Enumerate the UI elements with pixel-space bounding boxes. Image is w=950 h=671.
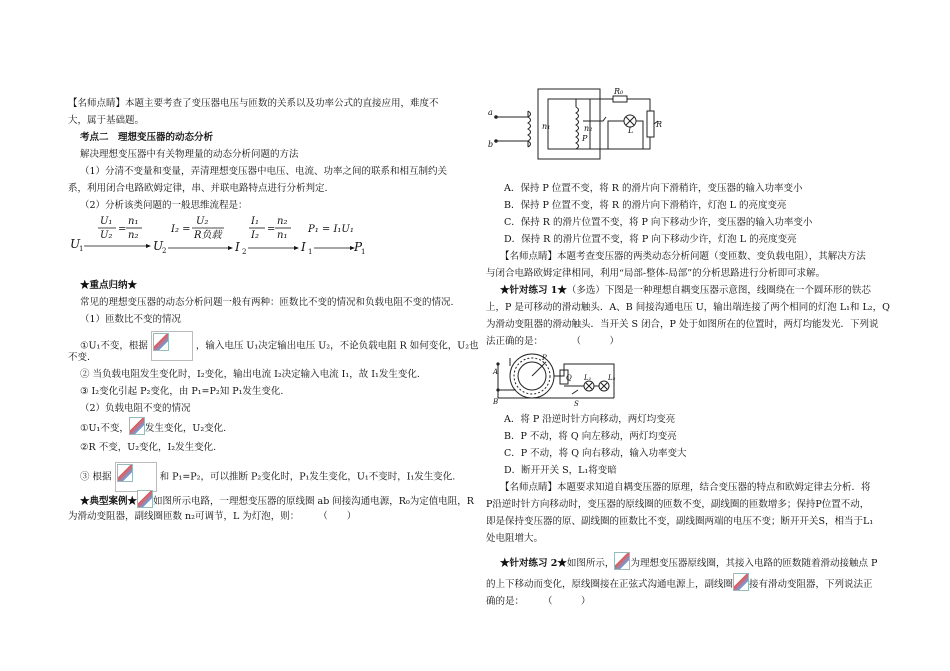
flow-frac3-num: I₁: [251, 216, 259, 227]
text-line: 不变.: [68, 352, 91, 363]
text-line: 法正确的是： （ ）: [486, 336, 620, 347]
text-line: ② 当负载电阻发生变化时，I₂变化，输出电流 I₂决定输入电流 I₁，故 I₁发生变化.: [80, 369, 420, 380]
text-line: ★典型案例★ 如图所示电路，一理想变压器的原线圈 ab 间接沟通电源，R₀为定值电阻，R: [80, 490, 466, 510]
svg-text:Q: Q: [566, 374, 572, 382]
svg-text:a: a: [488, 108, 493, 117]
option-a: A．将 P 沿逆时针方向移动，两灯均变亮: [504, 414, 676, 425]
svg-text:1: 1: [308, 248, 313, 256]
svg-text:n₁: n₁: [542, 122, 551, 131]
svg-text:B: B: [493, 398, 499, 406]
svg-text:R负载: R负载: [194, 230, 222, 241]
text-line: 为滑动变阻器，副线圈匝数 n₂可调节，L 为灯泡，则： （ ）: [68, 511, 357, 522]
text-line: 【名师点睛】本题要求知道自耦变压器的原理，结合变压器的特点和欧姆定律去分析．将: [500, 482, 871, 493]
option-d: D．断开开关 S，L₁将变暗: [504, 465, 617, 476]
text-line: （1）分清不变量和变量，弄清理想变压器中电压、电流、功率之间的联系和相互制约关: [80, 166, 448, 177]
svg-text:1: 1: [79, 245, 84, 253]
svg-text:I₂: I₂: [251, 230, 259, 241]
flow-i1: I: [301, 240, 306, 254]
svg-text:U₂: U₂: [100, 230, 113, 241]
broken-image-icon: [117, 464, 133, 482]
transformer-circuit-figure: [488, 85, 668, 170]
text-line: 上，P 是可移动的滑动触头．A、B 间接沟通电压 U，输出端连接了两个相同的灯泡 L₁和 L₂，Q: [486, 302, 890, 313]
text-line: 为滑动变阻器的滑动触头．当开关 S 闭合，P 处于如图所在的位置时，两灯均能发光．下列说: [486, 319, 879, 330]
option-b: B．P 不动，将 Q 向左移动，两灯均变亮: [504, 431, 677, 442]
autotransformer-circuit-figure: [494, 350, 624, 408]
flow-frac2-lhs: I₂ =: [171, 224, 191, 235]
text-line: 大，属于基础题。: [68, 115, 145, 126]
svg-text:L₁: L₁: [584, 374, 592, 382]
flow-u2: U: [153, 239, 164, 253]
text-line: 的上下移动而变化，原线圈接在正弦式沟通电源上，副线圈 接有滑动变阻器，下列说法正: [486, 573, 886, 593]
key-summary-heading: ★重点归纳★: [80, 280, 138, 291]
svg-text:b: b: [488, 140, 494, 149]
text-line: （2）负载电阻不变的情况: [80, 403, 191, 414]
option-d: D．保持 R 的滑片位置不变，将 P 向下移动少许，灯泡 L 的亮度变亮: [504, 234, 797, 245]
text-line: 系，利用闭合电路欧姆定律，串、并联电路特点进行分析判定.: [68, 183, 328, 194]
flow-p1: P: [354, 240, 363, 254]
svg-text:L: L: [628, 126, 634, 135]
flow-frac1-num: U₁: [100, 216, 113, 227]
svg-text:R₀: R₀: [614, 87, 624, 96]
svg-text:R: R: [656, 120, 663, 129]
svg-text:1: 1: [361, 248, 366, 256]
svg-text:n₁: n₁: [277, 230, 288, 241]
text-line: 处电阻增大。: [486, 533, 544, 544]
text-line: 【名师点睛】本题考查变压器的两类动态分析问题（变匝数、变负载电阻），其解决方法: [500, 251, 866, 262]
svg-text:n₂: n₂: [277, 216, 288, 227]
text-line: ③ 根据 和 P₁=P₂，可以推断 P₂变化时，P₁发生变化，U₁不变时，I₁发生变化.: [80, 462, 466, 492]
broken-image-icon: [614, 552, 630, 570]
text-line: （2）分析该类问题的一般思维流程是：: [80, 200, 248, 211]
broken-image-icon: [137, 490, 153, 508]
flow-u1: U: [70, 237, 81, 251]
broken-image-icon: [733, 573, 749, 591]
svg-text:P: P: [582, 134, 588, 143]
svg-text:2: 2: [162, 247, 167, 255]
text-line: ③ I₂变化引起 P₂变化，由 P₁=P₂知 P₁发生变化.: [80, 386, 284, 397]
formula-image: [115, 462, 157, 492]
flow-i2: I: [235, 240, 240, 254]
text-line: 与闭合电路欧姆定律相同，利用“局部-整体-局部”的分析思路进行分析即可求解。: [486, 268, 826, 279]
svg-text:2: 2: [242, 248, 247, 256]
svg-text:P: P: [542, 354, 547, 362]
flow-formula-p1: P₁ = I₁U₁: [308, 224, 354, 235]
text-line: 即是保持变压器的原、副线圈的匝数比不变，副线圈两端的电压不变；断开开关S，相当于L₁: [486, 516, 874, 527]
text-line: ★针对练习 2★如图所示， 为理想变压器原线圈，其接入电路的匝数随着滑动接触点 P: [500, 552, 886, 572]
text-line: ①U₁不变，根据 ，输入电压 U₁决定输出电压 U₂，不论负载电阻 R 如何变化，U₂也: [80, 331, 466, 361]
text-line: 解决理想变压器中有关物理量的动态分析问题的方法: [80, 149, 299, 160]
option-c: C．保持 R 的滑片位置不变，将 P 向下移动少许，变压器的输入功率变小: [504, 217, 813, 228]
option-b: B．保持 P 位置不变，将 R 的滑片向下滑稍许，灯泡 L 的亮度变亮: [504, 200, 787, 211]
text-line: （1）匝数比不变的情况: [80, 314, 182, 325]
svg-text:A: A: [493, 368, 499, 376]
text-line: 【名师点睛】本题主要考查了变压器电压与匝数的关系以及功率公式的直接应用，难度不: [68, 98, 439, 109]
svg-text:S: S: [574, 400, 579, 408]
text-line: P沿逆时针方向移动时，变压器的原线圈的匝数不变，副线圈的匝数增多；保持P位置不动，: [486, 499, 870, 510]
broken-image-icon: [129, 417, 145, 435]
svg-text:=: =: [267, 224, 276, 235]
section-heading: 考点二 理想变压器的动态分析: [80, 132, 214, 143]
text-line: 常见的理想变压器的动态分析问题一般有两种：匝数比不变的情况和负载电阻不变的情况.: [80, 297, 454, 308]
svg-text:n₂: n₂: [128, 230, 139, 241]
svg-text:n₂: n₂: [584, 124, 593, 133]
svg-text:U₂: U₂: [196, 216, 209, 227]
option-c: C．P 不动，将 Q 向右移动，输入功率变大: [504, 448, 687, 459]
svg-text:n₁: n₁: [128, 216, 139, 227]
text-line: ★针对练习 1★（多选）下图是一种理想自耦变压器示意图，线圈绕在一个圆环形的铁芯: [500, 285, 871, 296]
text-line: ②R 不变，U₂变化，I₂发生变化.: [80, 442, 217, 453]
text-line: 确的是： （ ）: [486, 596, 591, 607]
text-line: ①U₁不变， 发生变化，U₂变化.: [80, 417, 466, 437]
option-a: A．保持 P 位置不变，将 R 的滑片向下滑稍许，变压器的输入功率变小: [504, 183, 803, 194]
svg-text:=: =: [118, 224, 127, 235]
reasoning-flow-diagram: [68, 214, 368, 266]
svg-text:L₂: L₂: [608, 374, 616, 382]
